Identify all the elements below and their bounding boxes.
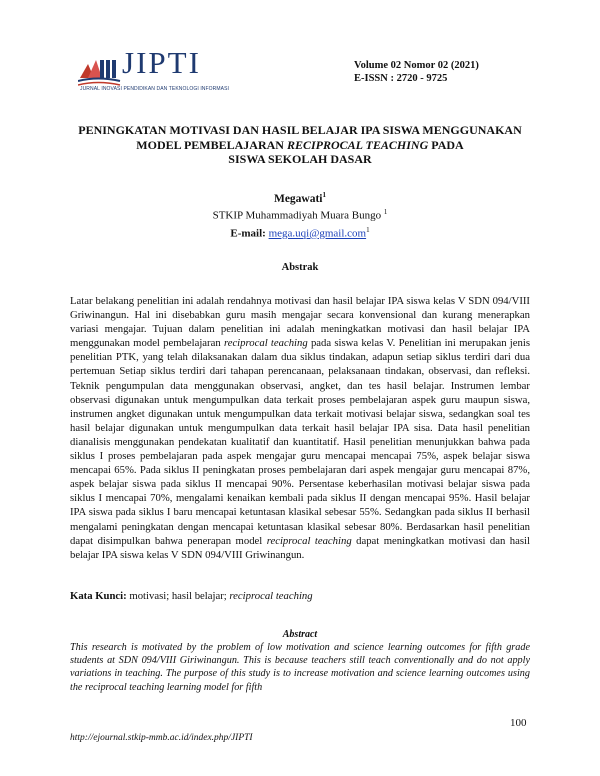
english-abstract-body: This research is motivated by the problem of low motivation and science learning outcomes for fifth grade students at SDN 094/VIII Giriwinangun. This is because teachers still teach conventionally and do not apply variations in teaching. The purpose of this study is to increase motivation and science learning outcomes using the reciprocal teaching learning model for fifth	[70, 642, 530, 693]
title-line-1: PENINGKATAN MOTIVASI DAN HASIL BELAJAR IPA SISWA MENGGUNAKAN	[78, 123, 522, 137]
author-name-text: Megawati	[273, 192, 323, 205]
paper-title	[60, 123, 540, 167]
affiliation-sup: 1	[383, 208, 388, 216]
email-sup: 1	[366, 226, 370, 234]
books-icon	[78, 50, 122, 90]
keywords	[70, 590, 530, 602]
title-line-2-suffix: PADA	[428, 137, 464, 152]
keywords-text: motivasi; hasil belajar;	[126, 590, 230, 602]
affiliation-text: STKIP Muhammadiyah Muara Bungo	[212, 209, 382, 222]
abstract-heading: Abstrak	[281, 262, 319, 273]
issn: E-ISSN : 2720 - 9725	[354, 73, 448, 84]
title-line-3: SISWA SEKOLAH DASAR	[228, 152, 372, 166]
email-label: E-mail:	[230, 227, 266, 240]
author-sup: 1	[322, 191, 327, 199]
abstract-body	[70, 294, 530, 562]
journal-logo	[78, 44, 228, 102]
page-number: 100	[510, 717, 527, 729]
title-line-2	[60, 138, 540, 153]
author-email	[0, 226, 600, 240]
abstract-part-2: pada siswa kelas V. Penelitian ini merupakan jenis penelitian PTK, yang telah dilaksanakan dalam dua siklus tindakan, adapun setiap siklus terdiri dari dua pertemuan Setiap siklus terdiri dari tahapan perencanaan, pelaksanaan tindakan, observasi, dan refleksi. Teknik pengumpulan data menggunakan observasi, angket, dan tes hasil belajar. Instrumen lembar observasi digunakan untuk mengumpulkan data terkait proses pembelajaran aspek guru maupun siswa, instrumen angket digunakan untuk mengumpulkan data terkait motivasi belajar siswa, sedangkan soal tes hasil belajar digunakan untuk mengumpulkan data terkait hasil belajar IPA sisa. Data hasil penelitian dianalisis menggunakan pendekatan kualitatif dan kuantitatif. Hasil penelitian menunjukkan bahwa pada siklus I proses pembelajaran pada aspek mengajar guru mencapai mencapai 75%, aspek belajar siswa mencapai 65%. Pada siklus II peningkatan proses pembelajaran dari aspek mengajar guru mencapai 87%, aspek belajar siswa pada siklus II mencapai 90%. Persentase keberhasilan motivasi belajar siswa pada siklus I mencapai 70%, mengalami kenaikan kembali pada siklus II dengan mencapai 95%. Hasil belajar IPA siswa pada siklus I baru mencapai ketuntasan klasikal sebesar 55%. Sedangkan pada siklus II berhasil mengalami peningkatan dengan mencapai ketuntasan klasikal sebesar 80%. Berdasarkan hasil penelitian dapat disimpulkan bahwa penerapan model	[70, 337, 530, 547]
email-link[interactable]: mega.uqi@gmail.com	[268, 227, 367, 240]
abstract-italic-2: reciprocal teaching	[266, 534, 352, 547]
abstract-part-3: dapat meningkatkan motivasi dan hasil belajar IPA siswa kelas V SDN 094/VIII Griwinangun.	[70, 534, 530, 561]
volume-number: Volume 02 Nomor 02 (2021)	[354, 60, 479, 71]
logo-subtitle: JURNAL INOVASI PENDIDIKAN DAN TEKNOLOGI INFORMASI	[80, 86, 229, 92]
english-abstract-heading: Abstract	[282, 629, 318, 640]
title-line-2-prefix: MODEL PEMBELAJARAN	[136, 137, 287, 152]
keywords-italic: reciprocal teaching	[229, 590, 313, 602]
author-affiliation	[0, 208, 600, 222]
title-line-2-italic: RECIPROCAL TEACHING	[286, 137, 429, 152]
keywords-label: Kata Kunci:	[70, 590, 127, 602]
journal-url[interactable]: http://ejournal.stkip-mmb.ac.id/index.php/JIPTI	[70, 733, 253, 743]
logo-text: JIPTI	[122, 45, 201, 80]
abstract-part-1: Latar belakang penelitian ini adalah rendahnya motivasi dan hasil belajar IPA siswa kelas V SDN 094/VIII Griwinangun. Hal ini disebabkan guru masih mengajar secara konvensional dan kurang menerapkan variasi mengajar. Tujuan dalam penelitian ini adalah meningkatkan motivasi dan hasil belajar IPA menggunakan model pembelajaran	[70, 295, 530, 350]
volume-info	[354, 59, 479, 85]
abstract-italic-1: reciprocal teaching	[223, 337, 308, 350]
author-name	[0, 191, 600, 205]
